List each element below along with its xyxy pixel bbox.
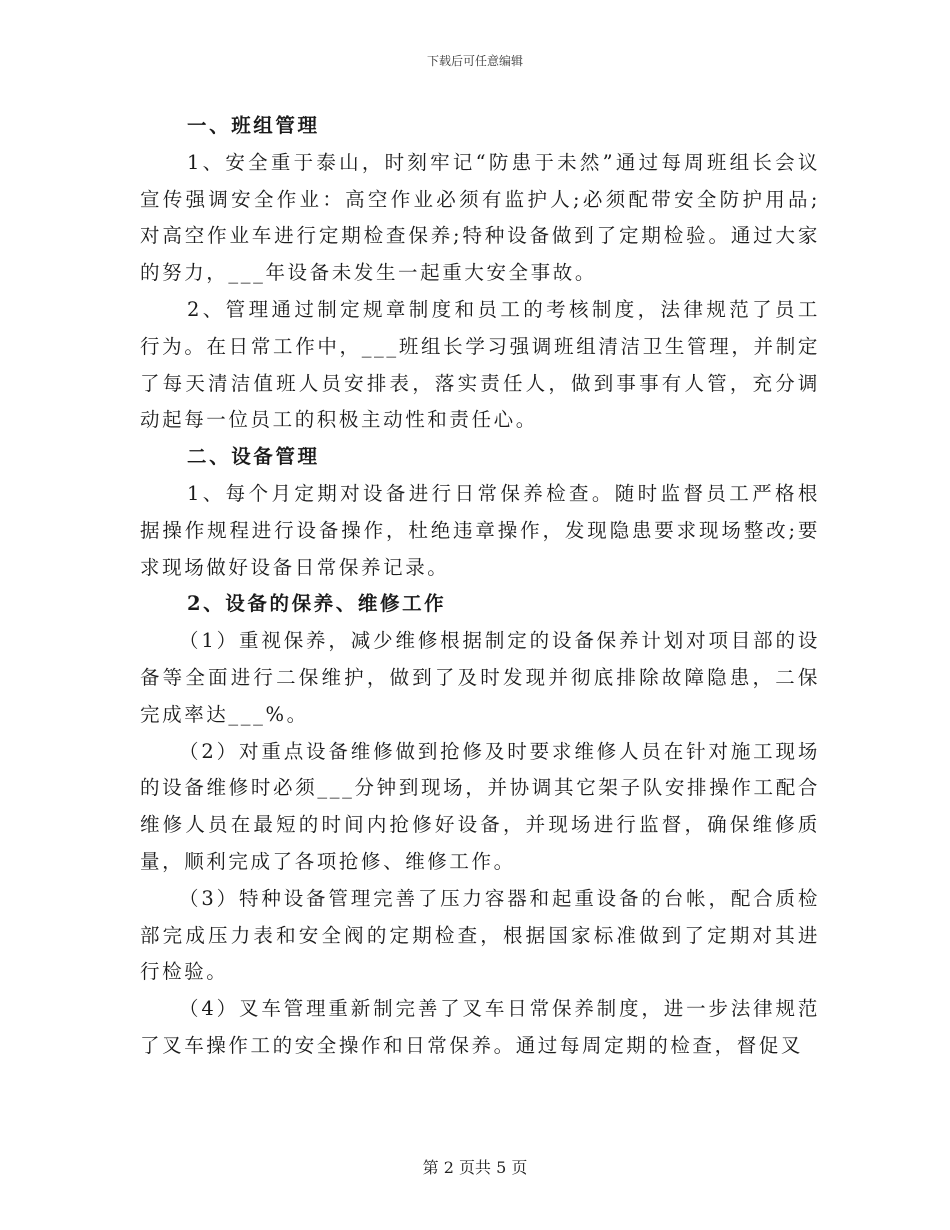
subsection-heading: 2、设备的保养、维修工作 (187, 592, 447, 616)
page-number: 第 2 页共 5 页 (422, 1158, 528, 1177)
paragraph: 1、安全重于泰山，时刻牢记“防患于未然”通过每周班组长会议宣传强调安全作业：高空作业必须有监护人;必须配带安全防护用品;对高空作业车进行定期检查保养;特种设备做到了定期检验。通过大家的努力，___年设备未发生一起重大安全事故。 (140, 150, 820, 285)
paragraph: （2）对重点设备维修做到抢修及时要求维修人员在针对施工现场的设备维修时必须___分钟到现场，并协调其它架子队安排操作工配合维修人员在最短的时间内抢修好设备，并现场进行监督，确保维修质量，顺利完成了各项抢修、维修工作。 (140, 739, 820, 873)
paragraph: 2、管理通过制定规章制度和员工的考核制度，法律规范了员工行为。在日常工作中，___班组长学习强调班组清洁卫生管理，并制定了每天清洁值班人员安排表，落实责任人，做到事事有人管，充分调动起每一位员工的积极主动性和责任心。 (140, 297, 820, 432)
paragraph: 1、每个月定期对设备进行日常保养检查。随时监督员工严格根据操作规程进行设备操作，杜绝违章操作，发现隐患要求现场整改;要求现场做好设备日常保养记录。 (140, 481, 820, 579)
paragraph: （4）叉车管理重新制完善了叉车日常保养制度，进一步法律规范了叉车操作工的安全操作和日常保养。通过每周定期的检查，督促叉 (140, 997, 820, 1057)
document-body (140, 108, 820, 1065)
paragraph: （1）重视保养，减少维修根据制定的设备保养计划对项目部的设备等全面进行二保维护，做到了及时发现并彻底排除故障隐患，二保完成率达___%。 (140, 629, 820, 726)
section-heading: 二、设备管理 (187, 445, 320, 469)
page-header: 下载后可任意编辑 (426, 54, 523, 68)
section-heading: 一、班组管理 (187, 114, 320, 137)
paragraph: （3）特种设备管理完善了压力容器和起重设备的台帐，配合质检部完成压力表和安全阀的定期检查，根据国家标准做到了定期对其进行检验。 (140, 886, 820, 984)
